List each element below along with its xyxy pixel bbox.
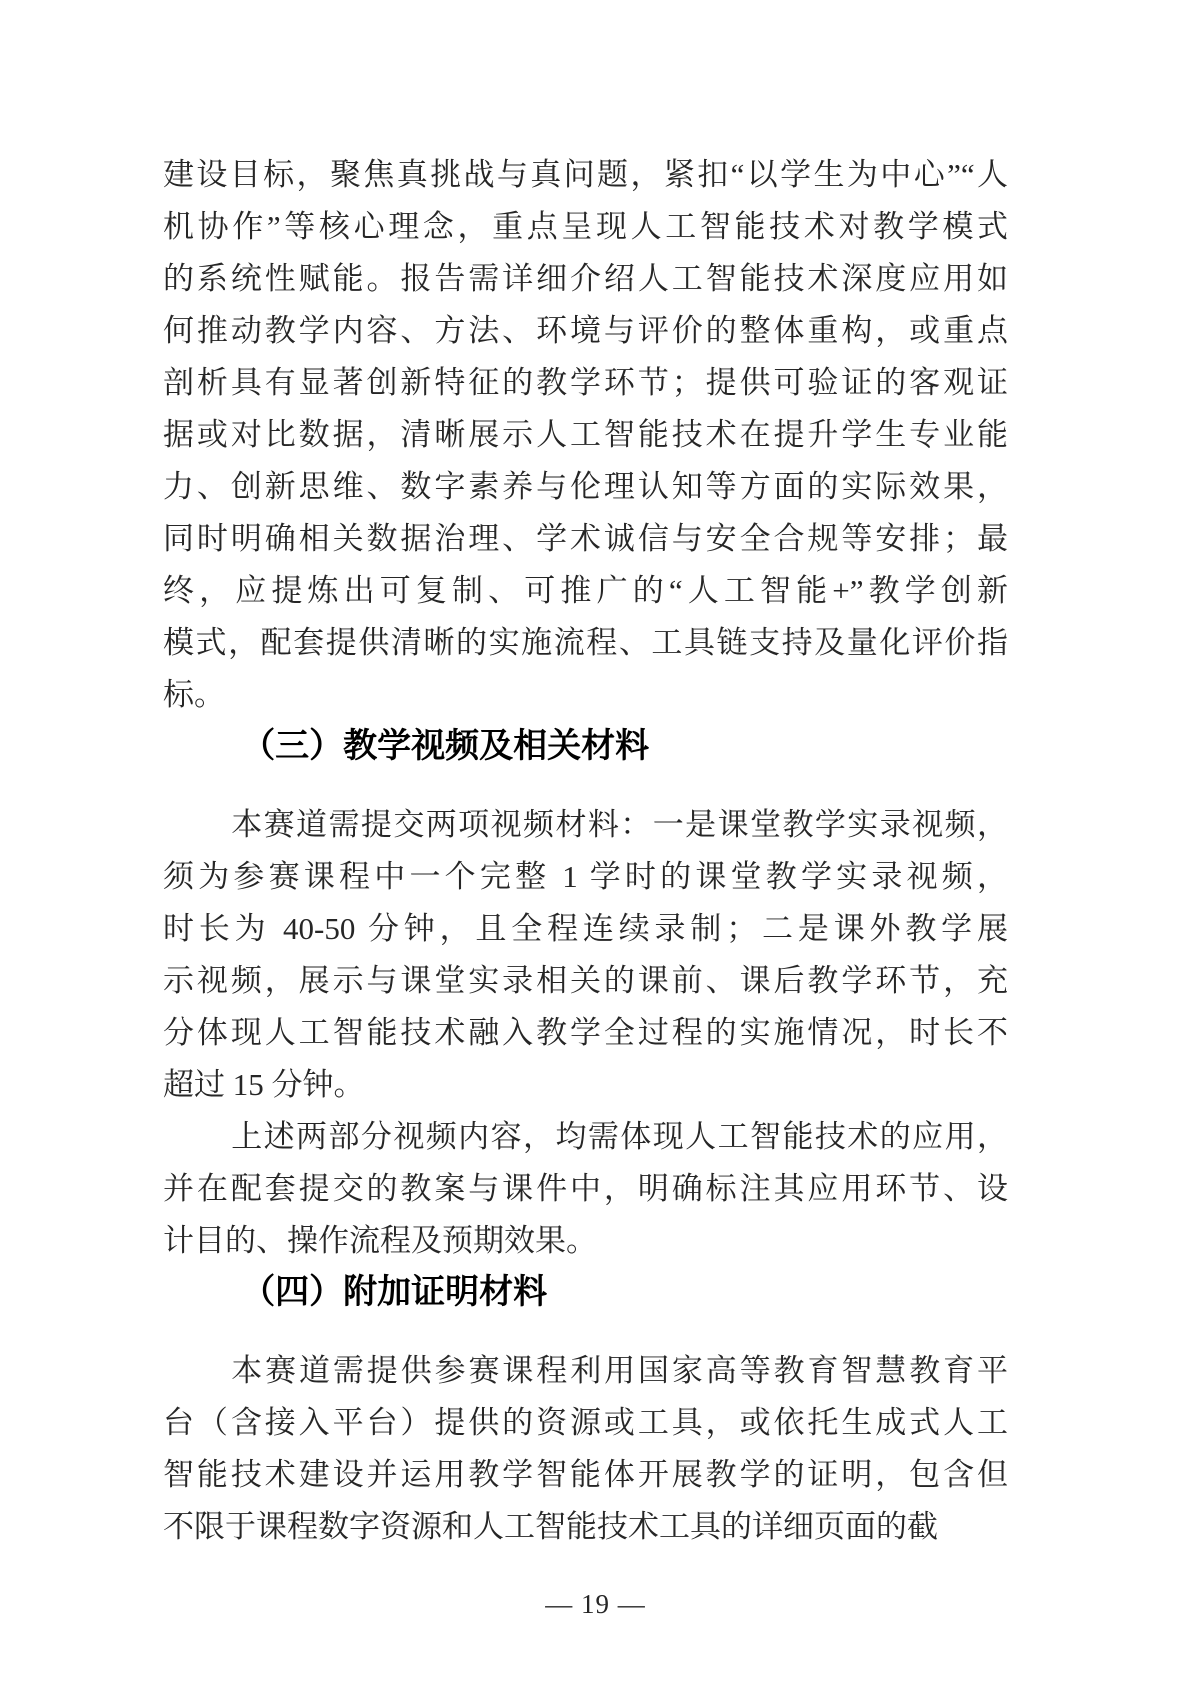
page-number: — 19 —	[545, 1589, 646, 1619]
text-line: 智能技术建设并运用教学智能体开展教学的证明，包含但	[163, 1457, 1008, 1492]
paragraph	[163, 1111, 1008, 1267]
text-line: 示视频，展示与课堂实录相关的课前、课后教学环节，充	[163, 963, 1008, 998]
text-line: 建设目标，聚焦真挑战与真问题，紧扣“以学生为中心”“人	[163, 157, 1008, 192]
paragraph	[163, 149, 1008, 721]
text-line: 同时明确相关数据治理、学术诚信与安全合规等安排；最	[163, 521, 1008, 556]
section-heading: （四）附加证明材料	[241, 1274, 548, 1311]
text-line: 剖析具有显著创新特征的教学环节；提供可验证的客观证	[163, 365, 1008, 400]
section-heading: （三）教学视频及相关材料	[241, 728, 650, 765]
text-line: 终，应提炼出可复制、可推广的“人工智能+”教学创新	[163, 573, 1008, 608]
text-line: 计目的、操作流程及预期效果。	[163, 1223, 597, 1258]
text-line: 并在配套提交的教案与课件中，明确标注其应用环节、设	[163, 1171, 1008, 1206]
text-line: 据或对比数据，清晰展示人工智能技术在提升学生专业能	[163, 417, 1008, 452]
text-line: 须为参赛课程中一个完整 1 学时的课堂教学实录视频，	[163, 859, 1008, 894]
text-line: 模式，配套提供清晰的实施流程、工具链支持及量化评价指	[163, 625, 1008, 660]
text-line: 时长为 40-50 分钟，且全程连续录制；二是课外教学展	[163, 911, 1008, 946]
text-line: 本赛道需提交两项视频材料：一是课堂教学实录视频，	[231, 807, 1008, 842]
text-line: 力、创新思维、数字素养与伦理认知等方面的实际效果，	[163, 469, 1008, 504]
text-line: 标。	[163, 677, 225, 712]
text-line: 台（含接入平台）提供的资源或工具，或依托生成式人工	[163, 1405, 1008, 1440]
document-body	[163, 0, 1008, 1553]
page-footer	[0, 1589, 1191, 1620]
text-line: 分体现人工智能技术融入教学全过程的实施情况，时长不	[163, 1015, 1008, 1050]
text-line: 上述两部分视频内容，均需体现人工智能技术的应用，	[231, 1119, 1008, 1154]
text-line: 不限于课程数字资源和人工智能技术工具的详细页面的截	[163, 1509, 938, 1544]
text-line: 的系统性赋能。报告需详细介绍人工智能技术深度应用如	[163, 261, 1008, 296]
text-line: 何推动教学内容、方法、环境与评价的整体重构，或重点	[163, 313, 1008, 348]
text-line: 超过 15 分钟。	[163, 1067, 365, 1102]
paragraph	[163, 799, 1008, 1111]
text-line: 机协作”等核心理念，重点呈现人工智能技术对教学模式	[163, 209, 1008, 244]
text-line: 本赛道需提供参赛课程利用国家高等教育智慧教育平	[231, 1353, 1008, 1388]
paragraph	[163, 1345, 1008, 1553]
